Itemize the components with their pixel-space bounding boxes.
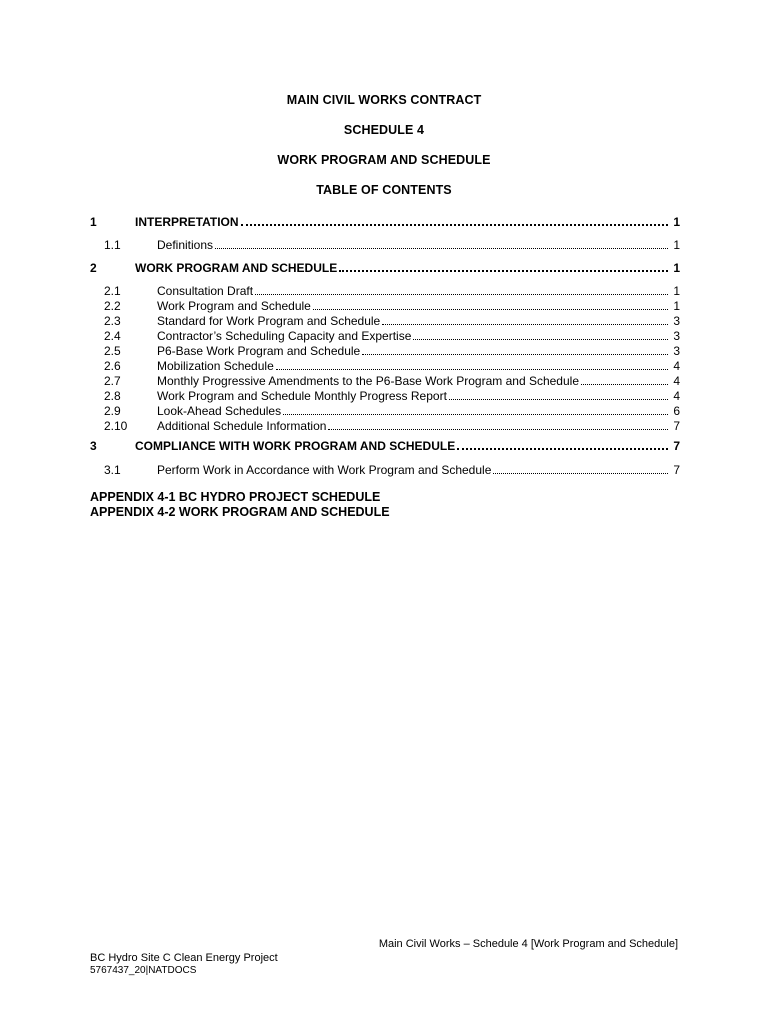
toc-entry[interactable]	[90, 462, 680, 477]
toc-entry-label: Additional Schedule Information	[157, 419, 327, 433]
toc-entry-page: 4	[673, 359, 680, 373]
toc-entry-label: INTERPRETATION	[135, 215, 239, 229]
toc-entry-number: 1.1	[104, 238, 121, 252]
footer-project-name: BC Hydro Site C Clean Energy Project	[90, 952, 278, 964]
toc-entry-page: 1	[673, 261, 680, 275]
toc-dot-leader	[328, 418, 668, 430]
toc-entry-page: 7	[673, 463, 680, 477]
toc-entry-label: Perform Work in Accordance with Work Program and Schedule	[157, 463, 492, 477]
toc-entry-number: 2.1	[104, 284, 121, 298]
subject-title: WORK PROGRAM AND SCHEDULE	[277, 153, 491, 167]
toc-dot-leader	[255, 283, 668, 295]
toc-entry-page: 1	[673, 215, 680, 229]
toc-entry-label: Look-Ahead Schedules	[157, 404, 282, 418]
toc-entry[interactable]	[90, 214, 680, 229]
toc-entry-number: 2.10	[104, 419, 128, 433]
toc-entry-page: 1	[673, 299, 680, 313]
toc-dot-leader	[382, 313, 668, 325]
toc-dot-leader	[276, 358, 668, 370]
schedule-title: SCHEDULE 4	[343, 123, 425, 137]
toc-dot-leader	[339, 259, 668, 272]
toc-dot-leader	[493, 462, 668, 474]
toc-entry-page: 4	[673, 374, 680, 388]
toc-entry[interactable]	[90, 260, 680, 275]
toc-entry[interactable]	[90, 237, 680, 252]
toc-entry[interactable]	[90, 403, 680, 418]
toc-entry-number: 2.4	[104, 329, 121, 343]
toc-entry-page: 4	[673, 389, 680, 403]
appendix-4-2: APPENDIX 4-2 WORK PROGRAM AND SCHEDULE	[90, 505, 390, 519]
toc-entry-label: Standard for Work Program and Schedule	[157, 314, 381, 328]
toc-entry-page: 1	[673, 238, 680, 252]
toc-entry[interactable]	[90, 418, 680, 433]
toc-entry-label: Work Program and Schedule	[157, 299, 311, 313]
toc-entry-number: 2.2	[104, 299, 121, 313]
toc-entry-page: 6	[673, 404, 680, 418]
toc-dot-leader	[457, 437, 668, 450]
toc-entry-label: Consultation Draft	[157, 284, 254, 298]
toc-entry[interactable]	[90, 343, 680, 358]
toc-entry-page: 3	[673, 344, 680, 358]
toc-entry-number: 2.8	[104, 389, 121, 403]
toc-dot-leader	[362, 343, 668, 355]
toc-entry-number: 3.1	[104, 463, 121, 477]
toc-entry[interactable]	[90, 373, 680, 388]
toc-entry[interactable]	[90, 298, 680, 313]
toc-entry-number: 3	[90, 439, 97, 453]
toc-entry-number: 2	[90, 261, 97, 275]
toc-dot-leader	[215, 237, 668, 249]
toc-heading: TABLE OF CONTENTS	[316, 183, 452, 197]
toc-entry[interactable]	[90, 388, 680, 403]
toc-dot-leader	[313, 298, 668, 310]
toc-entry-number: 2.9	[104, 404, 121, 418]
toc-entry-number: 2.6	[104, 359, 121, 373]
toc-entry-label: COMPLIANCE WITH WORK PROGRAM AND SCHEDULE	[135, 439, 456, 453]
toc-entry-page: 3	[673, 329, 680, 343]
toc-dot-leader	[581, 373, 668, 385]
toc-entry-label: WORK PROGRAM AND SCHEDULE	[135, 261, 338, 275]
toc-dot-leader	[413, 328, 668, 340]
appendix-4-1: APPENDIX 4-1 BC HYDRO PROJECT SCHEDULE	[90, 490, 381, 504]
toc-dot-leader	[449, 388, 668, 400]
toc-entry-number: 2.5	[104, 344, 121, 358]
toc-entry-label: Work Program and Schedule Monthly Progress Report	[157, 389, 447, 403]
toc-entry-label: Monthly Progressive Amendments to the P6-Base Work Program and Schedule	[157, 374, 579, 388]
toc-entry-label: Mobilization Schedule	[157, 359, 274, 373]
contract-title: MAIN CIVIL WORKS CONTRACT	[286, 93, 482, 107]
toc-entry-page: 1	[673, 284, 680, 298]
toc-entry-label: Contractor’s Scheduling Capacity and Expertise	[157, 329, 412, 343]
toc-entry-page: 7	[673, 419, 680, 433]
toc-entry-page: 3	[673, 314, 680, 328]
footer-document-title: Main Civil Works – Schedule 4 [Work Program and Schedule]	[378, 938, 678, 950]
toc-entry-page: 7	[673, 439, 680, 453]
toc-entry[interactable]	[90, 283, 680, 298]
toc-entry[interactable]	[90, 313, 680, 328]
toc-entry[interactable]	[90, 438, 680, 453]
toc-dot-leader	[283, 403, 668, 415]
toc-entry-number: 2.3	[104, 314, 121, 328]
toc-entry[interactable]	[90, 328, 680, 343]
toc-entry[interactable]	[90, 358, 680, 373]
toc-entry-label: Definitions	[157, 238, 214, 252]
footer-doc-id: 5767437_20|NATDOCS	[90, 965, 197, 976]
toc-entry-label: P6-Base Work Program and Schedule	[157, 344, 361, 358]
toc-entry-number: 1	[90, 215, 97, 229]
toc-dot-leader	[241, 213, 668, 226]
toc-entry-number: 2.7	[104, 374, 121, 388]
